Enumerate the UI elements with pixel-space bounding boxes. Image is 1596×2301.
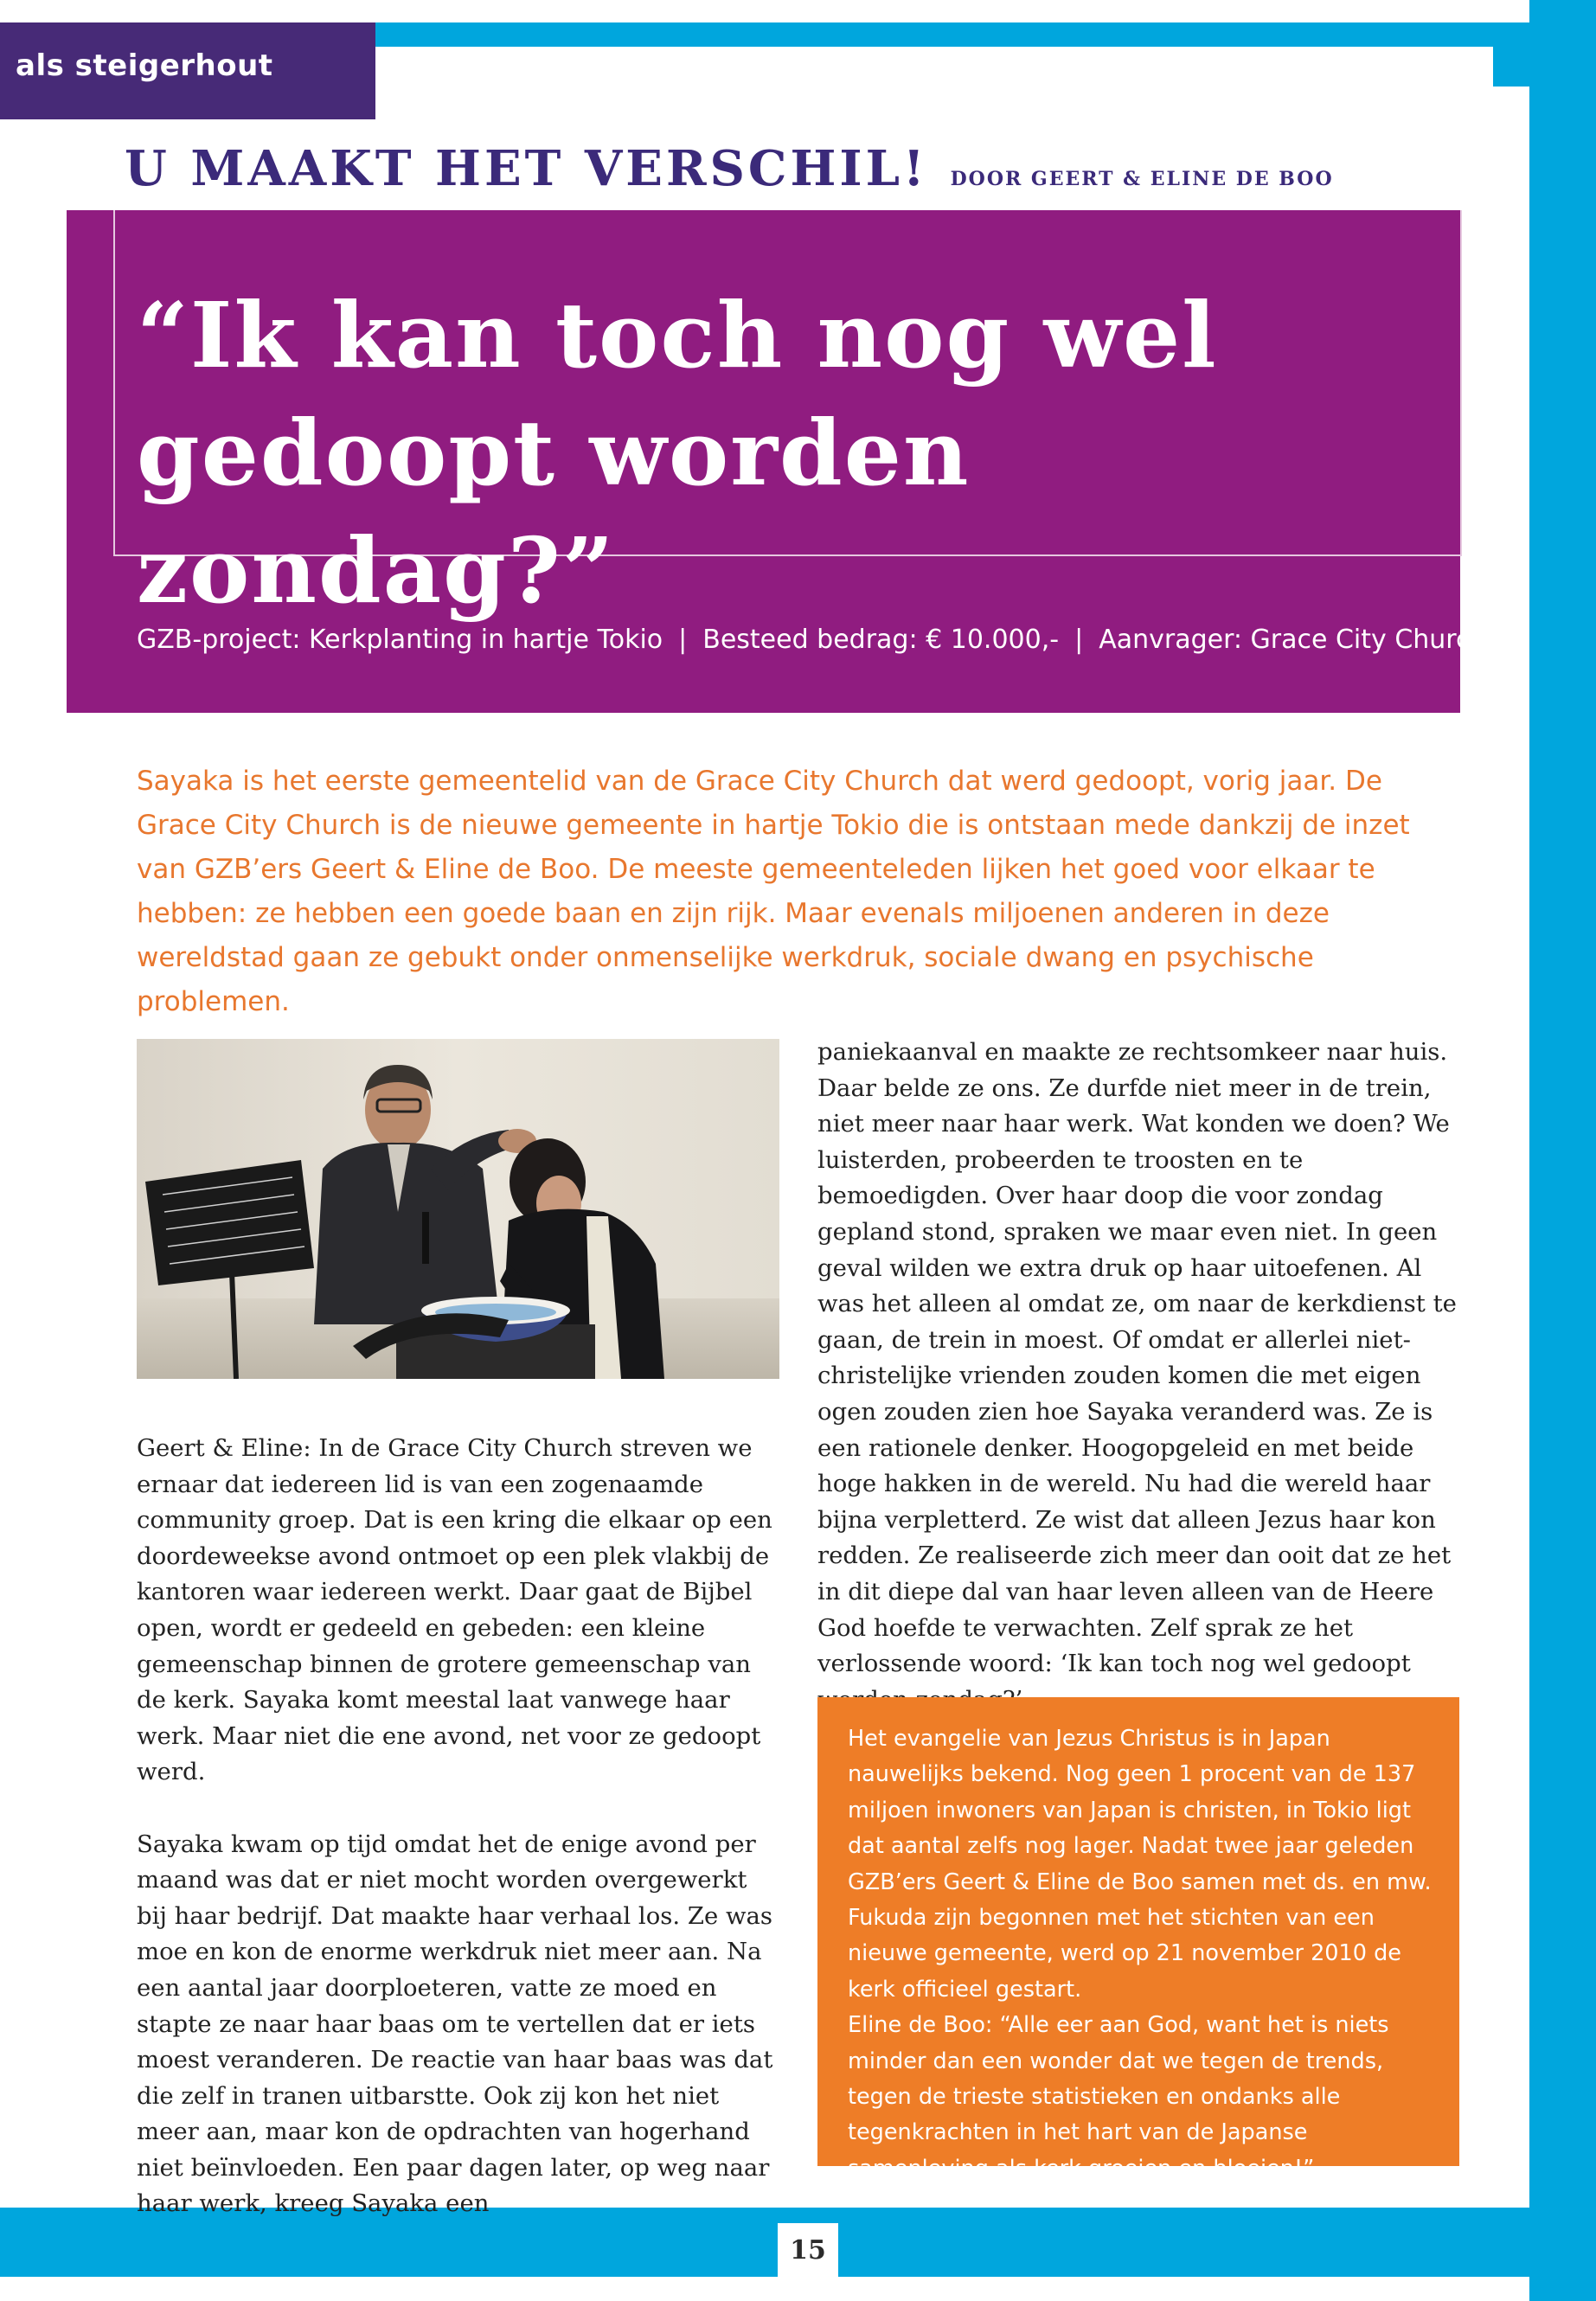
top-white-strip	[375, 47, 1493, 90]
body-paragraph: Sayaka kwam op tijd omdat het de enige avond per maand was dat er niet mocht worden overgewerkt bij haar bedrijf. Dat maakte haar verhaal los. Ze was moe en kon de enorme werkdruk niet meer aan. Na een aantal jaar doorploeteren, vatte ze moed en stapte ze naar haar baas om te vertellen dat er iets moest veranderen. De reactie van haar baas was dat die zelf in tranen uitbarstte. Ook zij kon het niet meer aan, maar kon de opdrachten van hogerhand niet beïnvloeden. Een paar dagen later, op weg naar haar werk, kreeg Sayaka een	[137, 1830, 773, 2218]
article-heading	[125, 140, 1334, 197]
section-label: als steigerhout	[16, 48, 273, 83]
body-column-left	[137, 1431, 773, 2259]
body-column-right	[817, 1035, 1458, 1718]
title-line-1: “Ik kan toch nog wel	[137, 282, 1218, 388]
separator: |	[1074, 625, 1084, 655]
heading-title: U MAAKT HET VERSCHIL!	[125, 140, 928, 197]
separator: |	[678, 625, 688, 655]
body-paragraph: paniekaanval en maakte ze rechtsomkeer naar huis. Daar belde ze ons. Ze durfde niet meer in de trein, niet meer naar haar werk. Wat konden we doen? We luisterden, probeerden te troosten en te bemoedigden. Over haar doop die voor zondag gepland stond, spraken we maar even niet. In geen geval wilden we extra druk op haar uitoefenen. Al was het alleen al omdat ze, om naar de kerkdienst te gaan, de trein in moest. Of omdat er allerlei niet-christelijke vrienden zouden komen die met eigen ogen zouden zien hoe Sayaka veranderd was. Ze is een rationele denker. Hoogopgeleid en met beide hoge hakken in de wereld. Nu had die wereld haar bijna verpletterd. Ze wist dat alleen Jezus haar kon redden. Ze realiseerde zich meer dan ooit dat ze het in dit diepe dal van haar leven alleen van de Heere God hoefde te verwachten. Zelf sprak ze het verlossende woord: ‘Ik kan toch nog wel gedoopt	[817, 1038, 1457, 1678]
title-quote	[137, 277, 1434, 630]
project-amount: Besteed bedrag: € 10.000,-	[702, 625, 1060, 655]
project-info-line	[137, 625, 1486, 655]
title-frame-right-line	[1460, 210, 1462, 556]
info-box-paragraph: Het evangelie van Jezus Christus is in Japan nauwelijks bekend. Nog geen 1 procent van de 137 miljoen inwoners van Japan is christen, in Tokio ligt dat aantal zelfs nog lager. Nadat twee jaar geleden GZB’ers Geert & Eline de Boo samen met ds. en mw. Fukuda zijn begonnen met het stichten van een nieuwe gemeente, werd op 21 november 2010 de kerk officieel gestart.	[848, 1726, 1432, 2003]
title-line-2: gedoopt worden zondag?”	[137, 400, 971, 624]
page-number: 15	[790, 2235, 826, 2266]
project-name: GZB-project: Kerkplanting in hartje Tokio	[137, 625, 663, 655]
info-box-text	[848, 1721, 1436, 2187]
heading-byline: DOOR GEERT & ELINE DE BOO	[950, 168, 1334, 190]
body-paragraph: Geert & Eline: In de Grace City Church streven we ernaar dat iedereen lid is van een zogenaamde community groep. Dat is een kring die elkaar op een doordeweekse avond ontmoet op een plek vlakbij de kantoren waar iedereen werkt. Daar gaat de Bijbel open, wordt er gedeeld en gebeden: een kleine gemeenschap binnen de grotere gemeenschap van de kerk. Sayaka komt meestal laat vanwege haar werk. Maar niet die ene avond, net voor ze gedoopt werd.	[137, 1434, 772, 1786]
intro-paragraph: Sayaka is het eerste gemeentelid van de Grace City Church dat werd gedoopt, vorig jaar. De Grace City Church is de nieuwe gemeente in hartje Tokio die is ontstaan mede dankzij de inzet van GZB’ers Geert & Eline de Boo. De meeste gemeenteleden lijken het goed voor elkaar te hebben: ze hebben een goede baan en zijn rijk. Maar evenals miljoenen anderen in deze wereldstad gaan ze gebukt onder onmenselijke werkdruk, sociale dwang en psychische problemen.	[137, 766, 1410, 1017]
right-border-band	[1529, 0, 1596, 2301]
project-applicant: Aanvrager: Grace City Church	[1099, 625, 1487, 655]
baptism-photo	[137, 1039, 779, 1379]
info-box-quote: Eline de Boo: “Alle eer aan God, want het is niets minder dan een wonder dat we tegen de trends, tegen de trieste statistieken en ondanks alle tegenkrachten in het hart van de Japanse samenleving als kerk groeien en bloeien!”	[848, 2012, 1389, 2182]
